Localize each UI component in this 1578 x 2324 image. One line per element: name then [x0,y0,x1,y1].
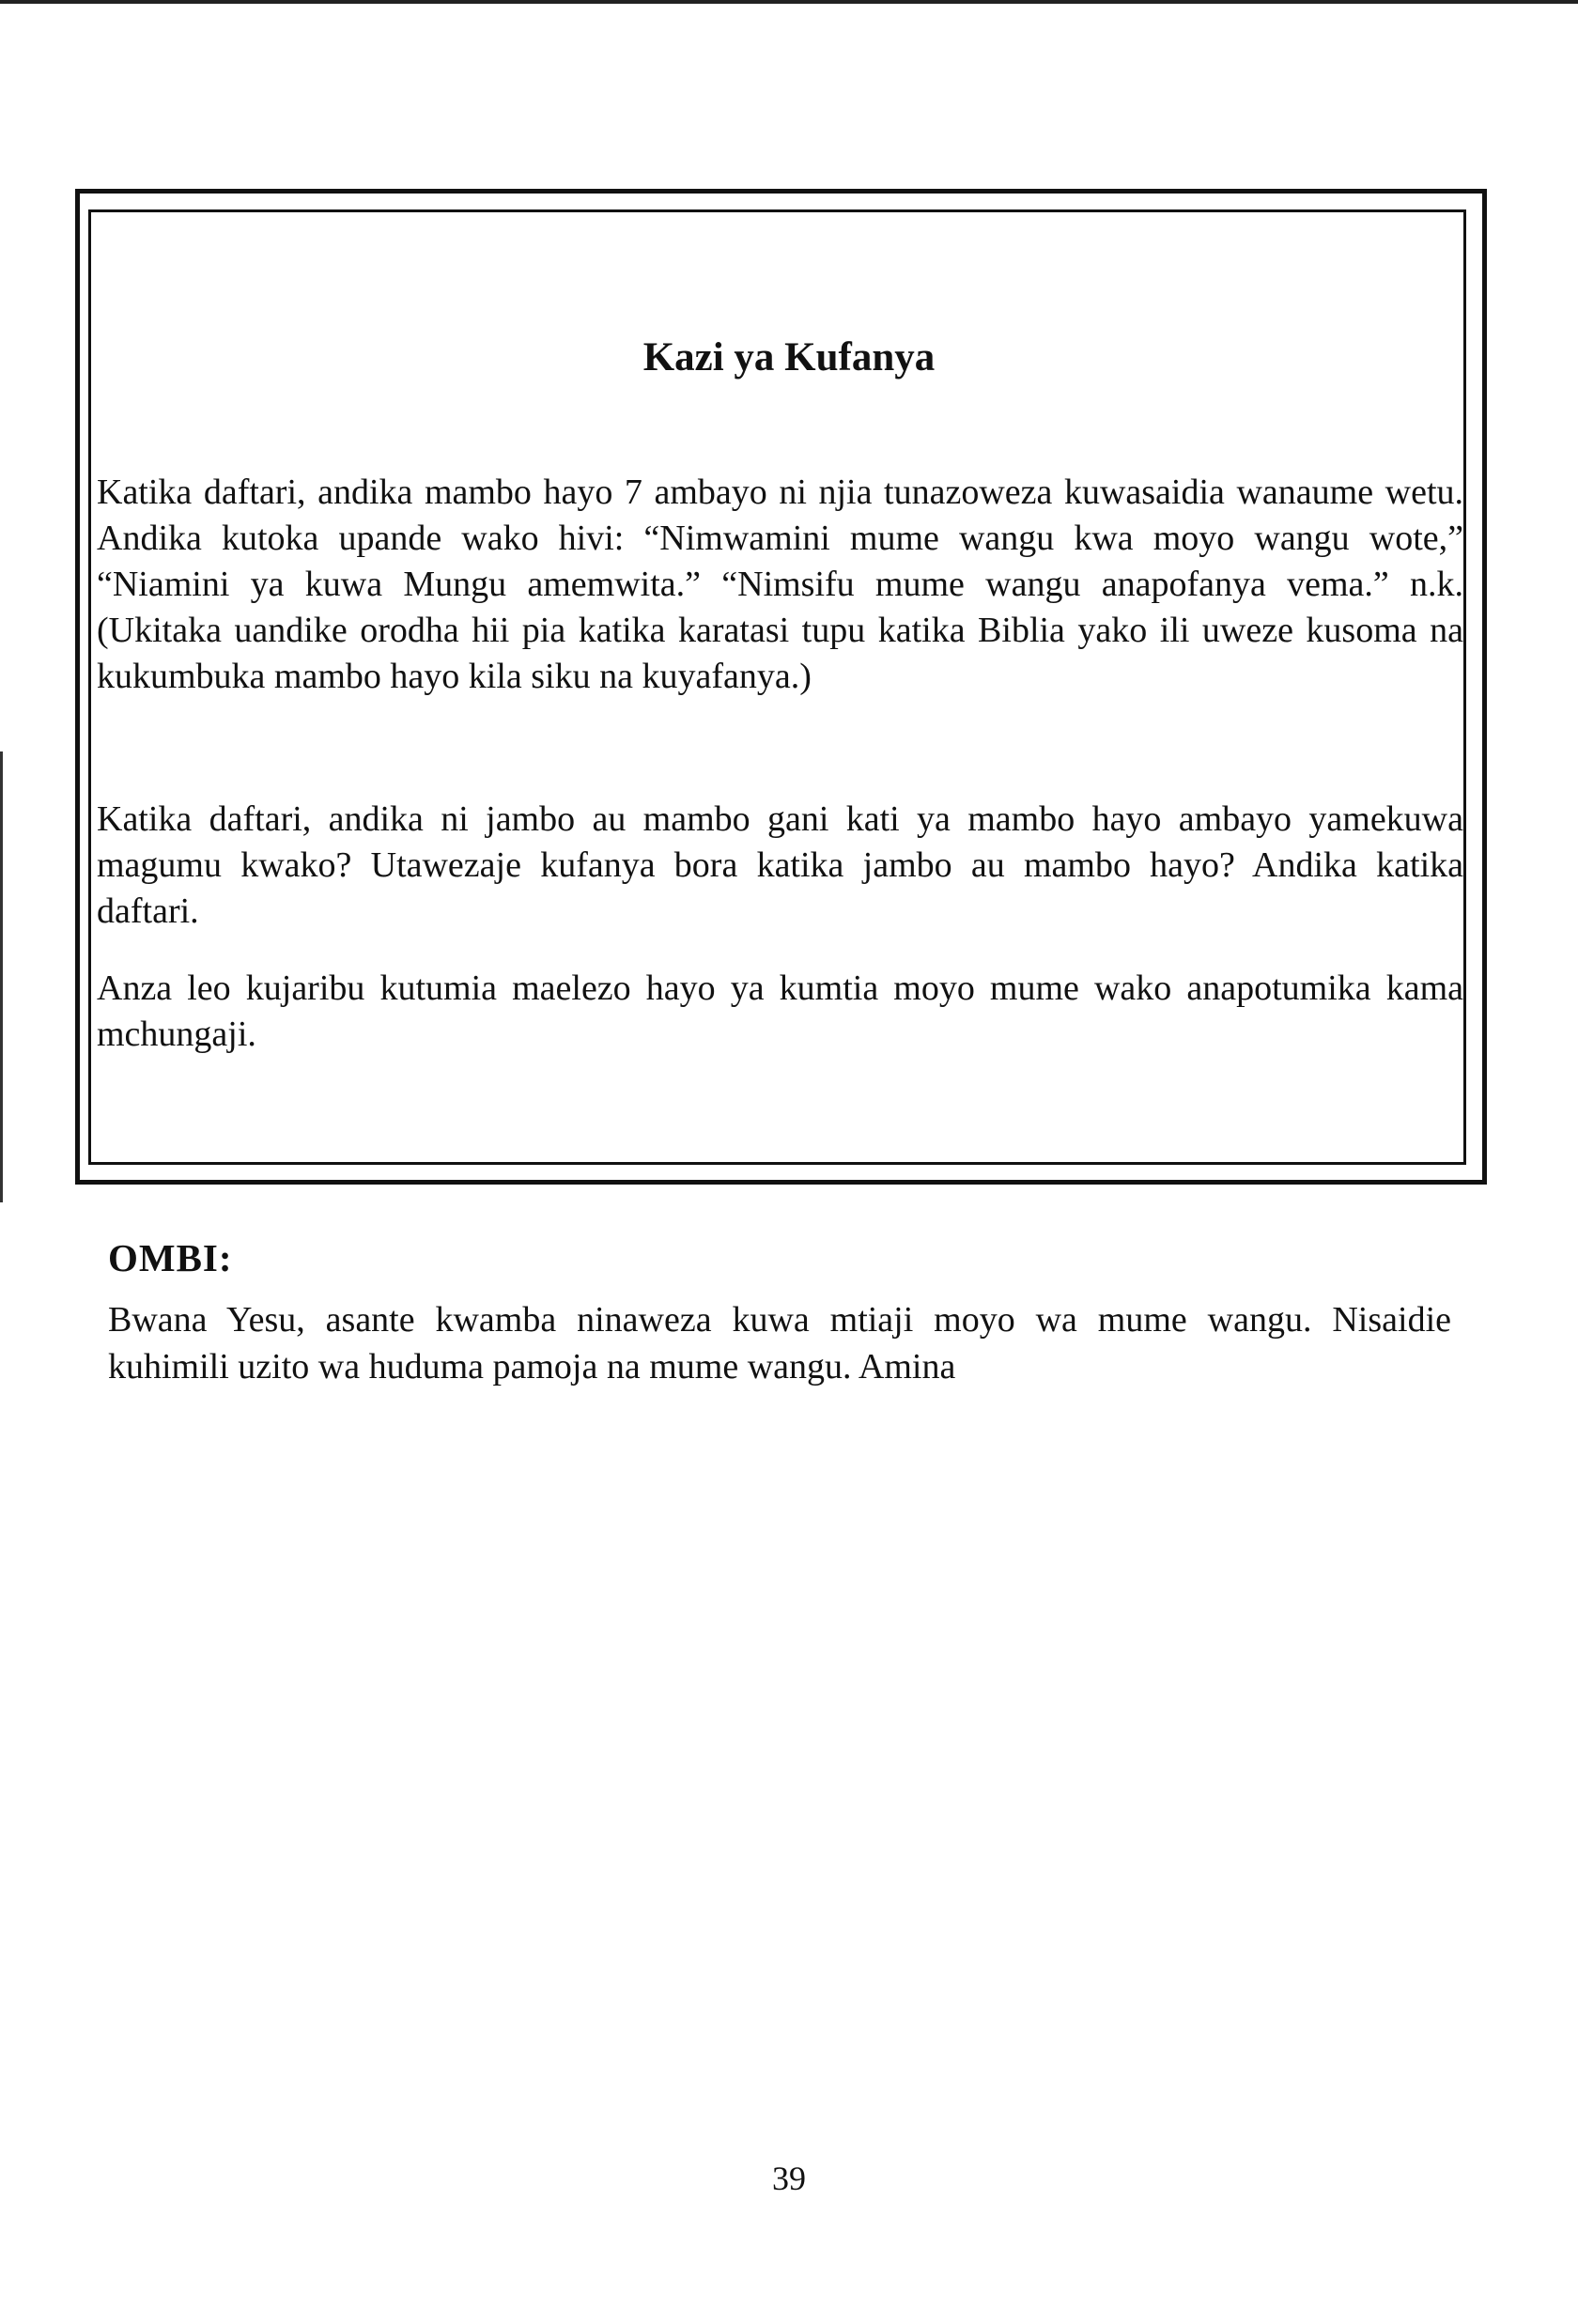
prayer-text: Bwana Yesu, asante kwamba ninaweza kuwa mtiaji moyo wa mume wangu. Nisaidie kuhimili uzito wa huduma pamoja na mume wangu. Amina [108,1300,1451,1387]
page-edge-left [0,751,3,1202]
activity-box-title: Kazi ya Kufanya [642,335,936,380]
activity-paragraph-1: Katika daftari, andika mambo hayo 7 ambayo ni njia tunazoweza kuwasaidia wanaume wetu. Andika kutoka upande wako hivi: “Nimwamini mume wangu kwa moyo wangu wote,” “Niamini ya kuwa Mungu amemwita.” “Nimsifu mume wangu anapofanya vema.” n.k. (Ukitaka uandike orodha hii pia katika karatasi tupu katika Biblia yako ili uweze kusoma na kukumbuka mambo hayo kila siku na kuyafanya.) [97,473,1463,696]
page-edge-top [0,0,1578,4]
activity-paragraph-3: Anza leo kujaribu kutumia maelezo hayo ya kumtia moyo mume wako anapotumika kama mchungaji. [97,968,1463,1054]
prayer-heading: OMBI: [108,1236,233,1279]
activity-paragraph-2: Katika daftari, andika ni jambo au mambo gani kati ya mambo hayo ambayo yamekuwa magumu kwako? Utawezaje kufanya bora katika jambo au mambo hayo? Andika katika daftari. [97,799,1463,931]
page-number: 39 [772,2160,806,2197]
